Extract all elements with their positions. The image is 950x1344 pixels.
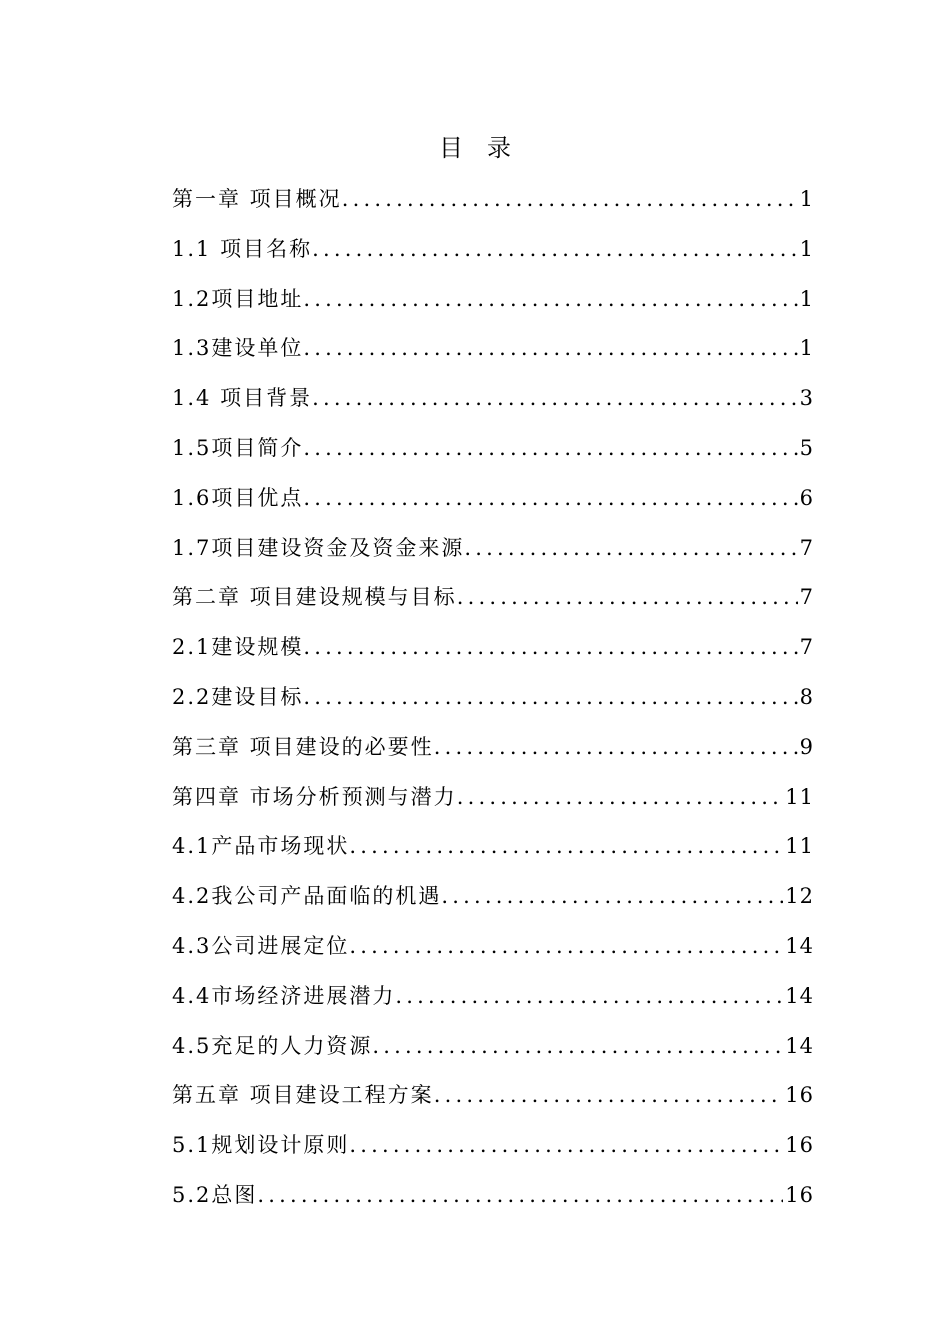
toc-entry-page: 1 xyxy=(799,336,814,361)
toc-entry[interactable] xyxy=(172,232,814,282)
toc-entry[interactable] xyxy=(172,531,814,581)
toc-entry-page: 3 xyxy=(799,386,814,411)
toc-entry[interactable] xyxy=(172,381,814,431)
toc-leader-dots xyxy=(303,282,797,316)
toc-entry[interactable] xyxy=(172,630,814,680)
toc-leader-dots xyxy=(372,1029,783,1063)
toc-entry-page: 14 xyxy=(785,983,814,1008)
toc-entry[interactable] xyxy=(172,1178,814,1228)
toc-entry-page: 7 xyxy=(799,585,814,610)
toc-entry-page: 12 xyxy=(785,884,814,909)
toc-entry-title: 1.2项目地址 xyxy=(172,286,304,311)
toc-entry-title: 第四章 市场分析预测与潜力 xyxy=(172,784,457,809)
toc-entry[interactable] xyxy=(172,580,814,630)
toc-entry-title: 4.3公司进展定位 xyxy=(172,933,350,958)
toc-entry[interactable] xyxy=(172,680,814,730)
toc-entry-title: 2.1建设规模 xyxy=(172,635,304,660)
toc-entry-page: 14 xyxy=(785,1033,814,1058)
page-title xyxy=(0,132,950,164)
toc-entry[interactable] xyxy=(172,282,814,332)
toc-entry-page: 5 xyxy=(799,435,814,460)
toc-leader-dots xyxy=(312,381,798,415)
toc-entry[interactable] xyxy=(172,481,814,531)
toc-entry-page: 16 xyxy=(785,1182,814,1207)
toc-entry[interactable] xyxy=(172,929,814,979)
toc-entry[interactable] xyxy=(172,1128,814,1178)
toc-leader-dots xyxy=(349,929,783,963)
toc-entry-page: 1 xyxy=(799,236,814,261)
toc-entry-page: 9 xyxy=(799,734,814,759)
toc-entry[interactable] xyxy=(172,1078,814,1128)
toc-entry[interactable] xyxy=(172,182,814,232)
toc-entry-title: 4.1产品市场现状 xyxy=(172,834,350,859)
toc-entry-title: 第五章 项目建设工程方案 xyxy=(172,1083,434,1108)
toc-entry-page: 1 xyxy=(799,187,814,211)
toc-leader-dots xyxy=(457,580,798,614)
toc-leader-dots xyxy=(349,1128,783,1162)
toc-entry[interactable] xyxy=(172,730,814,780)
toc-entry-title: 1.4 项目背景 xyxy=(172,386,313,411)
toc-entry-page: 14 xyxy=(785,933,814,958)
toc-entry-page: 11 xyxy=(785,784,814,809)
toc-entry[interactable] xyxy=(172,431,814,481)
table-of-contents xyxy=(172,182,814,1228)
toc-leader-dots xyxy=(441,879,783,913)
toc-entry[interactable] xyxy=(172,1029,814,1079)
toc-entry[interactable] xyxy=(172,879,814,929)
toc-entry-page: 7 xyxy=(799,535,814,560)
toc-leader-dots xyxy=(457,780,784,814)
toc-entry-title: 2.2建设目标 xyxy=(172,684,304,709)
toc-entry[interactable] xyxy=(172,829,814,879)
toc-leader-dots xyxy=(303,331,797,365)
toc-leader-dots xyxy=(434,730,798,764)
toc-leader-dots xyxy=(303,481,797,515)
toc-entry-title: 5.2总图 xyxy=(172,1182,258,1207)
toc-entry-page: 6 xyxy=(799,485,814,510)
toc-entry-title: 第三章 项目建设的必要性 xyxy=(172,734,434,759)
toc-leader-dots xyxy=(434,1078,784,1112)
toc-entry-title: 4.5充足的人力资源 xyxy=(172,1033,373,1058)
toc-leader-dots xyxy=(303,680,797,714)
toc-leader-dots xyxy=(257,1178,783,1212)
toc-entry-page: 7 xyxy=(799,635,814,660)
toc-leader-dots xyxy=(303,630,797,664)
toc-leader-dots xyxy=(464,531,797,565)
toc-leader-dots xyxy=(303,431,797,465)
toc-entry-title: 5.1规划设计原则 xyxy=(172,1133,350,1158)
toc-leader-dots xyxy=(312,232,798,266)
page-title-part-2: 录 xyxy=(487,134,511,162)
toc-entry-page: 11 xyxy=(785,834,814,859)
toc-entry-title: 4.2我公司产品面临的机遇 xyxy=(172,884,442,909)
toc-entry-title: 4.4市场经济进展潜力 xyxy=(172,983,396,1008)
toc-entry-page: 1 xyxy=(799,286,814,311)
toc-entry-title: 1.3建设单位 xyxy=(172,336,304,361)
toc-entry-title: 第一章 项目概况 xyxy=(172,187,342,211)
toc-entry-title: 1.7项目建设资金及资金来源 xyxy=(172,535,465,560)
toc-entry-title: 1.1 项目名称 xyxy=(172,236,313,261)
toc-entry-page: 16 xyxy=(785,1133,814,1158)
toc-entry-page: 8 xyxy=(799,684,814,709)
toc-leader-dots xyxy=(349,829,783,863)
toc-leader-dots xyxy=(395,979,783,1013)
toc-entry-page: 16 xyxy=(785,1083,814,1108)
toc-leader-dots xyxy=(342,182,798,216)
toc-entry-title: 1.6项目优点 xyxy=(172,485,304,510)
toc-entry[interactable] xyxy=(172,979,814,1029)
toc-entry-title: 第二章 项目建设规模与目标 xyxy=(172,585,457,610)
toc-entry[interactable] xyxy=(172,780,814,830)
toc-entry[interactable] xyxy=(172,331,814,381)
page-title-part-1: 目 xyxy=(439,134,463,162)
toc-entry-title: 1.5项目简介 xyxy=(172,435,304,460)
